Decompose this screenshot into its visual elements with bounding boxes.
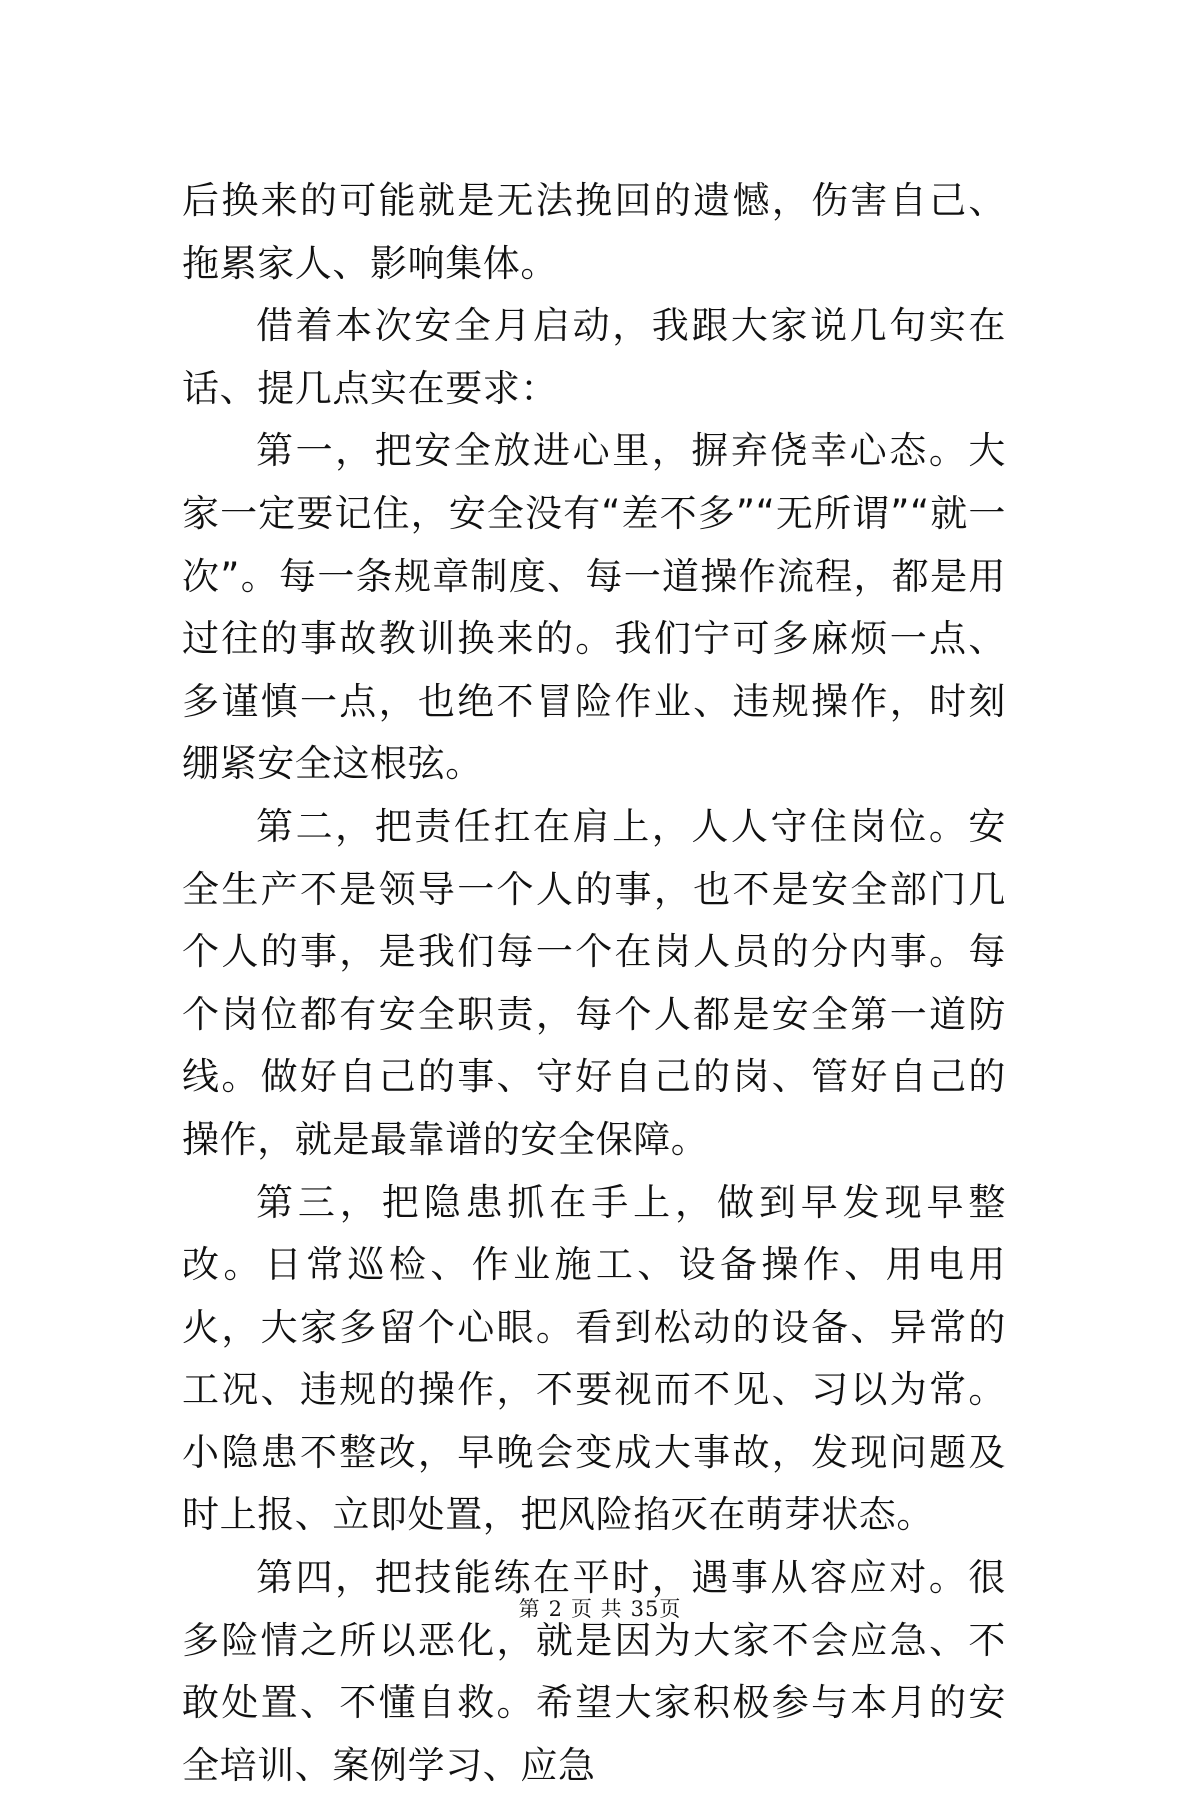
page-footer	[0, 1593, 1200, 1623]
footer-prefix: 第	[518, 1597, 541, 1621]
body-text	[182, 170, 1006, 1797]
paragraph-1: 后换来的可能就是无法挽回的遗憾，伤害自己、拖累家人、影响集体。	[182, 179, 1006, 285]
footer-suffix: 页	[659, 1597, 682, 1621]
footer-total-pages: 35	[630, 1597, 660, 1621]
paragraph-5: 第三，把隐患抓在手上，做到早发现早整改。日常巡检、作业施工、设备操作、用电用火，大家多留个心眼。看到松动的设备、异常的工况、违规的操作，不要视而不见、习以为常。小隐患不整改，早晚会变成大事故，发现问题及时上报、立即处置，把风险掐灭在萌芽状态。	[182, 1180, 1006, 1537]
footer-current-page: 2	[548, 1597, 563, 1621]
footer-middle: 页 共	[570, 1597, 623, 1621]
paragraph-2: 借着本次安全月启动，我跟大家说几句实在话、提几点实在要求：	[182, 304, 1006, 410]
paragraph-6: 第四，把技能练在平时，遇事从容应对。很多险情之所以恶化，就是因为大家不会应急、不敢处置、不懂自救。希望大家积极参与本月的安全培训、案例学习、应急	[182, 1556, 1006, 1787]
paragraph-4: 第二，把责任扛在肩上，人人守住岗位。安全生产不是领导一个人的事，也不是安全部门几个人的事，是我们每一个在岗人员的分内事。每个岗位都有安全职责，每个人都是安全第一道防线。做好自己的事、守好自己的岗、管好自己的操作，就是最靠谱的安全保障。	[182, 804, 1006, 1161]
paragraph-3: 第一，把安全放进心里，摒弃侥幸心态。大家一定要记住，安全没有“差不多”“无所谓”“就一次”。每一条规章制度、每一道操作流程，都是用过往的事故教训换来的。我们宁可多麻烦一点、多谨慎一点，也绝不冒险作业、违规操作，时刻绷紧安全这根弦。	[182, 429, 1006, 786]
